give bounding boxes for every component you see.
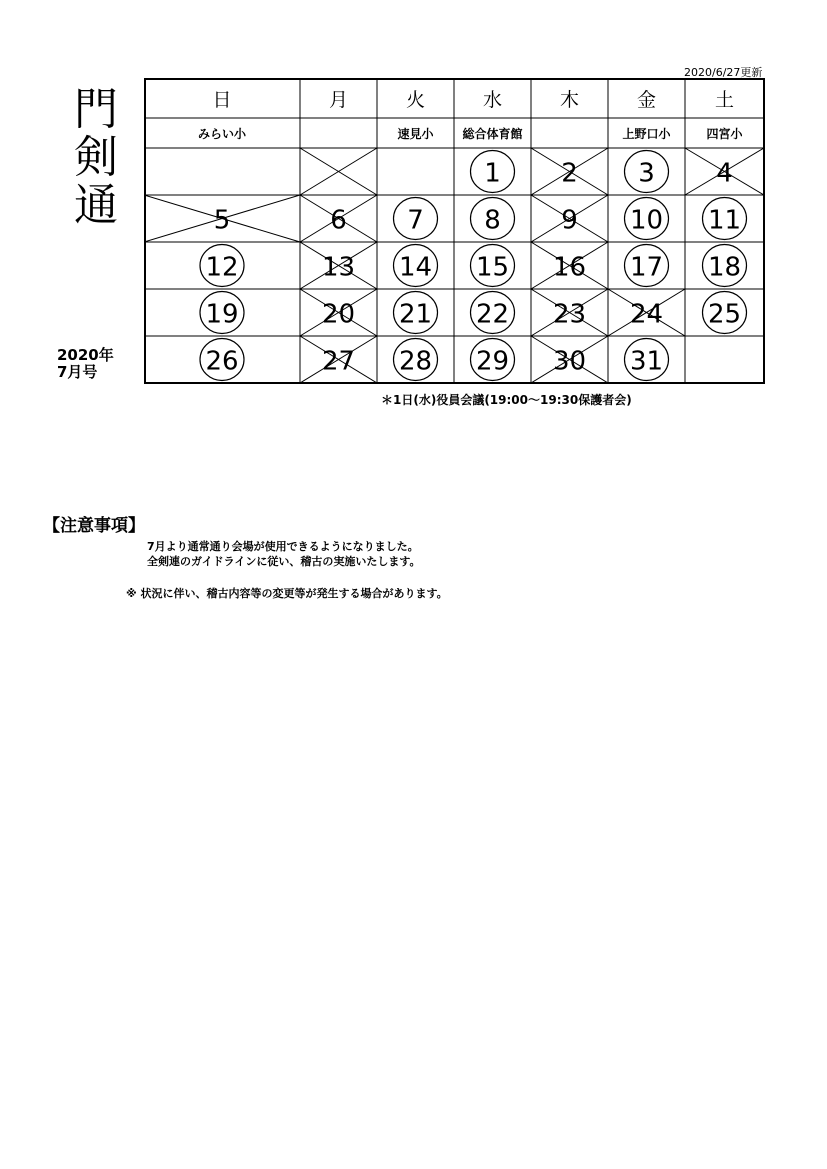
day-number: 9 [561, 205, 578, 236]
day-number: 12 [205, 252, 239, 283]
day-number: 5 [213, 205, 231, 236]
practice-calendar [144, 78, 767, 385]
title-char-3: 通 [74, 180, 118, 231]
day-number: 29 [475, 346, 510, 377]
day-number: 17 [629, 252, 664, 283]
day-number: 13 [321, 252, 356, 283]
day-number: 4 [716, 158, 733, 189]
issue-label [57, 347, 114, 381]
day-number: 14 [398, 252, 433, 283]
weekday-header: 木 [559, 89, 580, 111]
note-line-3: ※ 状況に伴い、稽古内容等の変更等が発生する場合があります。 [126, 587, 448, 600]
day-number: 3 [638, 158, 655, 189]
day-number: 26 [205, 346, 239, 377]
title-char-2: 剣 [74, 132, 118, 183]
day-number: 19 [205, 299, 239, 330]
issue-month: 7月号 [57, 363, 98, 381]
day-number: 11 [707, 205, 742, 236]
weekday-header: 火 [405, 89, 426, 111]
day-number: 31 [629, 346, 664, 377]
note-line-2: 全剣連のガイドラインに従い、稽古の実施いたします。 [147, 555, 421, 568]
venue-label: 上野口小 [622, 127, 671, 141]
weekday-header: 日 [212, 89, 232, 111]
note-line-1: 7月より通常通り会場が使用できるようになりました。 [147, 540, 419, 553]
day-number: 25 [707, 299, 742, 330]
day-number: 30 [552, 346, 587, 377]
day-number: 15 [475, 252, 510, 283]
day-number: 20 [321, 299, 356, 330]
day-number: 21 [398, 299, 433, 330]
newsletter-title [64, 86, 128, 230]
day-number: 22 [475, 299, 510, 330]
weekday-header: 月 [328, 89, 349, 111]
day-number: 1 [484, 158, 501, 189]
day-number: 27 [321, 346, 356, 377]
day-number: 6 [330, 205, 347, 236]
day-number: 28 [398, 346, 433, 377]
day-number: 23 [552, 299, 587, 330]
issue-year: 2020年 [57, 346, 114, 364]
day-number: 16 [552, 252, 587, 283]
venue-label: 速見小 [397, 127, 434, 141]
day-number: 18 [707, 252, 742, 283]
day-number: 7 [407, 205, 424, 236]
venue-label: 四宮小 [706, 127, 743, 141]
weekday-header: 水 [482, 89, 503, 111]
weekday-header: 土 [714, 89, 735, 111]
title-char-1: 門 [74, 84, 118, 135]
updated-date: 2020/6/27更新 [684, 66, 763, 79]
calendar-footnote: ＊1日(水)役員会議(19:00〜19:30保護者会) [381, 393, 632, 407]
day-number: 24 [629, 299, 664, 330]
day-number: 10 [629, 205, 664, 236]
venue-label: 総合体育館 [462, 127, 523, 141]
notes-title: 【注意事項】 [43, 516, 145, 536]
day-number: 2 [561, 158, 578, 189]
day-number: 8 [484, 205, 501, 236]
venue-label: みらい小 [197, 127, 247, 141]
weekday-header: 金 [636, 89, 657, 111]
